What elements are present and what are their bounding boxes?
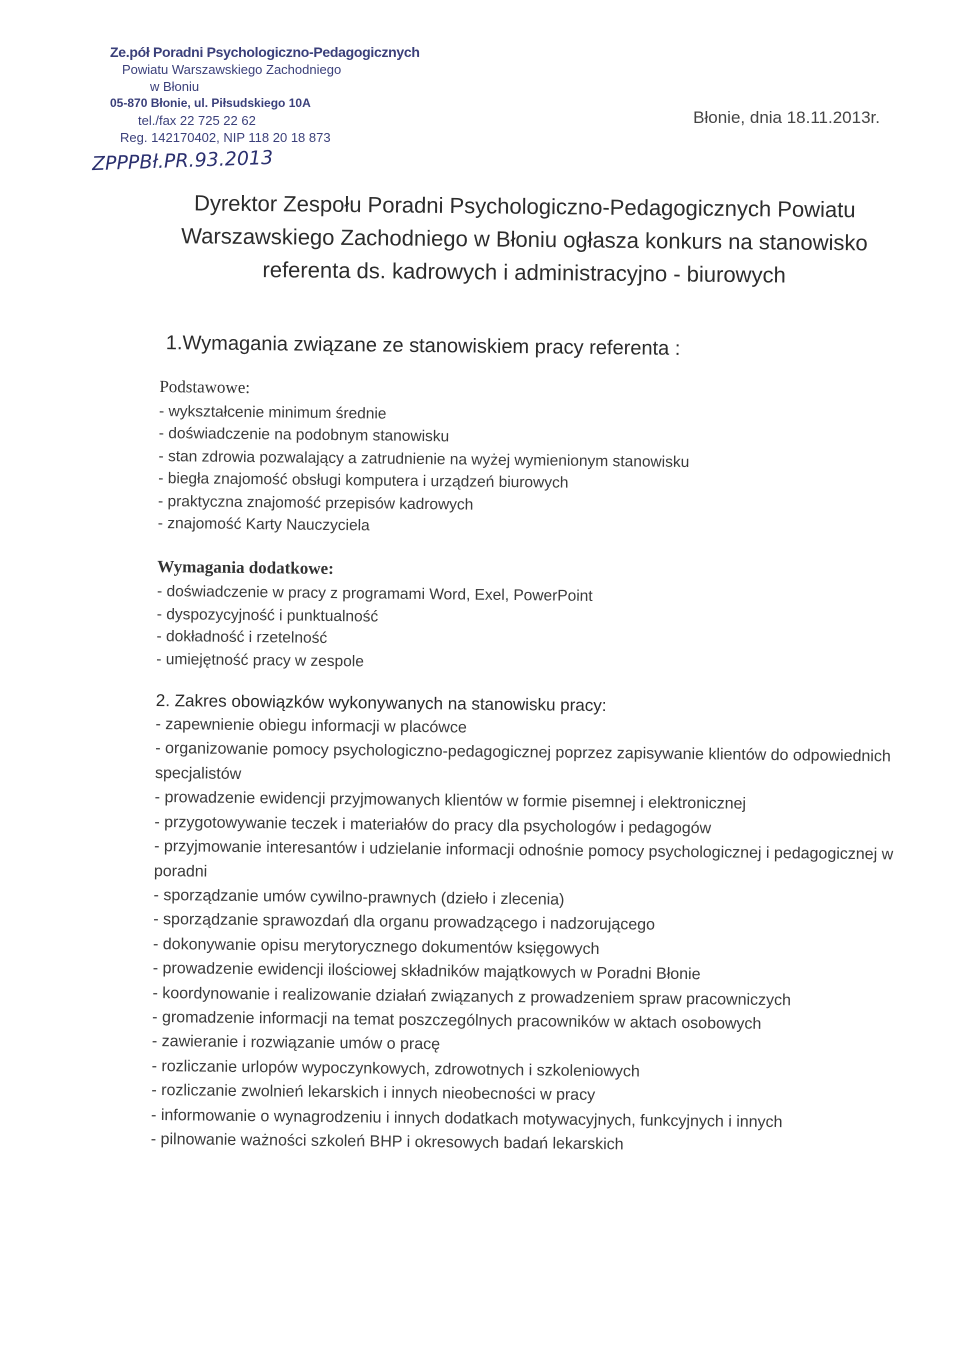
list-item: - wykształcenie minimum średnie (159, 402, 387, 423)
stamp-line-address: 05-870 Błonie, ul. Piłsudskiego 10A (110, 96, 311, 110)
document-date: Błonie, dnia 18.11.2013r. (693, 108, 880, 127)
list-item: - koordynowanie i realizowanie działań związanych z prowadzeniem spraw pracowniczych (152, 984, 792, 1009)
list-item: - umiejętność pracy w zespole (156, 650, 364, 670)
basic-requirements-heading: Podstawowe: (159, 376, 251, 398)
list-item: - organizowanie pomocy psychologiczno-pedagogicznej poprzez zapisywanie klientów do odpowiednich specjalistów (154, 740, 891, 783)
stamp-line-registry: Reg. 142170402, NIP 118 20 18 873 (120, 130, 331, 145)
list-item: - znajomość Karty Nauczyciela (157, 515, 370, 535)
stamp-line-name: Ze.pół Poradni Psychologiczno-Pedagogicznych (110, 44, 420, 60)
additional-requirements-list (156, 581, 917, 679)
stamp-line-district: Powiatu Warszawskiego Zachodniego (122, 62, 342, 77)
additional-requirements-heading: Wymagania dodatkowe: (157, 557, 334, 579)
stamp-line-town: w Błoniu (150, 79, 200, 94)
list-item: - rozliczanie zwolnień lekarskich i innych nieobecności w pracy (151, 1082, 596, 1105)
list-item: - biegła znajomość obsługi komputera i urządzeń biurowych (158, 470, 569, 492)
document-body (151, 332, 920, 1161)
stamp-line-phone: tel./fax 22 725 22 62 (138, 113, 256, 128)
institution-stamp (110, 44, 420, 146)
list-item: - sporządzanie umów cywilno-prawnych (dzieło i zlecenia) (153, 886, 565, 909)
list-item: - stan zdrowia pozwalający a zatrudnienie na wyżej wymienionym stanowisku (158, 447, 690, 471)
list-item: - prowadzenie ewidencji ilościowej składników majątkowych w Poradni Błonie (152, 960, 701, 984)
list-item: - pilnowanie ważności szkoleń BHP i okresowych badań lekarskich (150, 1130, 624, 1154)
list-item: - dokonywanie opisu merytorycznego dokumentów księgowych (152, 935, 600, 958)
list-item: - doświadczenie w pracy z programami Word, Exel, PowerPoint (156, 583, 593, 606)
list-item: - przygotowywanie teczek i materiałów do pracy dla psychologów i pedagogów (154, 813, 712, 837)
list-item: - zapewnienie obiegu informacji w placówce (155, 716, 467, 737)
list-item: - prowadzenie ewidencji przyjmowanych klientów w formie pisemnej i elektronicznej (154, 789, 747, 813)
list-item: - informowanie o wynagrodzeniu i innych dodatkach motywacyjnych, funkcyjnych i innych (151, 1106, 783, 1131)
duties-list (151, 713, 916, 1161)
list-item: - dokładność i rzetelność (156, 628, 328, 648)
list-item: - sporządzanie sprawozdań dla organu prowadzącego i nadzorującego (153, 911, 656, 934)
list-item: - zawieranie i rozwiązanie umów o pracę (151, 1033, 441, 1054)
announcement-title: Dyrektor Zespołu Poradni Psychologiczno-Pedagogicznych Powiatu Warszawskiego Zachodniego w Błoniu ogłasza konkurs na stanowisko referenta ds. kadrowych i administracyjno - biurowych (181, 190, 868, 288)
basic-requirements-list (158, 401, 919, 544)
list-item: - rozliczanie urlopów wypoczynkowych, zdrowotnych i szkoleniowych (151, 1057, 640, 1081)
section-2-heading: 2. Zakres obowiązków wykonywanych na stanowisku pracy: (155, 691, 607, 716)
list-item: - praktyczna znajomość przepisów kadrowych (157, 492, 474, 514)
list-item: - doświadczenie na podobnym stanowisku (158, 425, 450, 446)
list-item: - gromadzenie informacji na temat poszczególnych pracowników w aktach osobowych (152, 1008, 762, 1033)
section-1-heading: 1.Wymagania związane ze stanowiskiem pracy referenta : (165, 332, 681, 360)
list-item: - dyspozycyjność i punktualność (156, 605, 379, 626)
handwritten-reference-number: ZPPPBł.PR.93.2013 (91, 146, 274, 176)
list-item: - przyjmowanie interesantów i udzielanie informacji odnośnie pomocy psychologicznej i pedagogicznej w poradni (153, 838, 894, 881)
